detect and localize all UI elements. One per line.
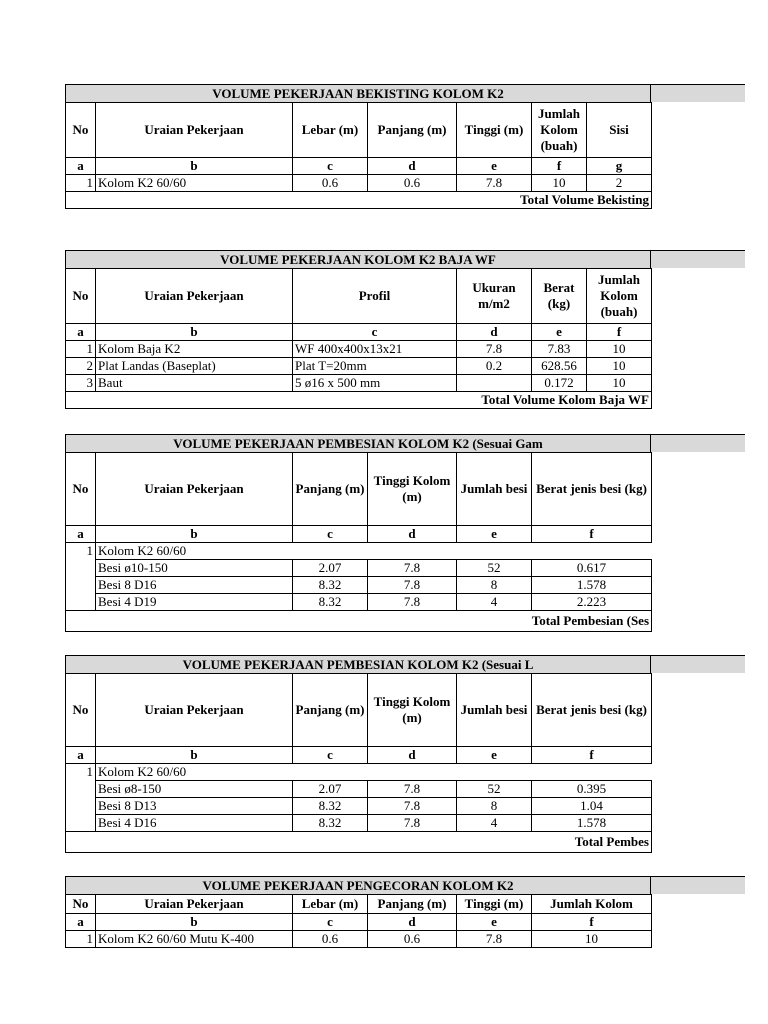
table-row [66, 931, 652, 948]
total-row [66, 832, 652, 853]
header-panjang: Panjang (m) [368, 103, 457, 158]
header-panjang: Panjang (m) [293, 453, 368, 526]
total-label: Total Volume Bekisting [66, 192, 652, 209]
letter-cell: d [368, 747, 457, 764]
cell-no: 1 [66, 764, 96, 832]
letter-cell: e [457, 158, 532, 175]
cell-no: 1 [66, 931, 96, 948]
cell-uraian: Kolom K2 60/60 Mutu K-400 [96, 931, 293, 948]
header-uraian: Uraian Pekerjaan [96, 895, 293, 914]
cell-jumlah: 10 [587, 358, 652, 375]
table-row [66, 815, 652, 832]
header-berat: Berat (kg) [532, 269, 587, 324]
section-title-bar [65, 250, 745, 268]
table-row [66, 175, 652, 192]
baja-wf-table [65, 268, 652, 409]
table-row [66, 560, 652, 577]
section-pembesian-gambar [65, 434, 745, 632]
cell-tinggi: 7.8 [368, 781, 457, 798]
header-no: No [66, 453, 96, 526]
cell-berat: 0.395 [532, 781, 652, 798]
header-lebar: Lebar (m) [293, 895, 368, 914]
cell-panjang: 2.07 [293, 781, 368, 798]
total-label: Total Volume Kolom Baja WF [66, 392, 652, 409]
header-row [66, 269, 652, 324]
header-no: No [66, 674, 96, 747]
total-row [66, 392, 652, 409]
total-row [66, 611, 652, 632]
cell-uraian: Baut [96, 375, 293, 392]
letter-cell: c [293, 158, 368, 175]
section-title-bar [65, 876, 745, 894]
header-tinggi-kolom: Tinggi Kolom (m) [368, 674, 457, 747]
letter-cell: f [532, 158, 587, 175]
section-title: VOLUME PEKERJAAN PENGECORAN KOLOM K2 [65, 877, 651, 894]
letter-cell: e [457, 914, 532, 931]
section-title-bar [65, 655, 745, 673]
total-label: Total Pembesian (Ses [66, 611, 652, 632]
letter-cell: b [96, 914, 293, 931]
header-uraian: Uraian Pekerjaan [96, 269, 293, 324]
letter-cell: f [532, 914, 652, 931]
group-row [66, 543, 652, 560]
total-row [66, 192, 652, 209]
cell-tinggi: 7.8 [368, 560, 457, 577]
letter-cell: a [66, 324, 96, 341]
letter-cell: d [457, 324, 532, 341]
cell-panjang: 8.32 [293, 577, 368, 594]
cell-berat: 2.223 [532, 594, 652, 611]
header-profil: Profil [293, 269, 457, 324]
letter-cell: c [293, 526, 368, 543]
total-label: Total Pembes [66, 832, 652, 853]
cell-lebar: 0.6 [293, 175, 368, 192]
cell-no: 1 [66, 175, 96, 192]
section-bekisting [65, 84, 745, 209]
cell-profil: 5 ø16 x 500 mm [293, 375, 457, 392]
section-pembesian-lapangan [65, 655, 745, 853]
cell-ukuran: 7.8 [457, 341, 532, 358]
cell-jumlah: 10 [587, 341, 652, 358]
table-row [66, 798, 652, 815]
cell-jumlah: 4 [457, 594, 532, 611]
cell-uraian: Besi ø10-150 [96, 560, 293, 577]
cell-panjang: 2.07 [293, 560, 368, 577]
letter-cell: g [587, 158, 652, 175]
header-uraian: Uraian Pekerjaan [96, 453, 293, 526]
table-row [66, 781, 652, 798]
cell-berat: 0.172 [532, 375, 587, 392]
header-uraian: Uraian Pekerjaan [96, 103, 293, 158]
cell-profil: WF 400x400x13x21 [293, 341, 457, 358]
letter-cell: e [457, 747, 532, 764]
header-panjang: Panjang (m) [368, 895, 457, 914]
letter-cell: f [532, 526, 652, 543]
cell-no: 2 [66, 358, 96, 375]
header-no: No [66, 895, 96, 914]
header-jumlah-kolom: Jumlah Kolom (buah) [587, 269, 652, 324]
cell-panjang: 0.6 [368, 931, 457, 948]
header-row [66, 895, 652, 914]
section-title-bar [65, 84, 745, 102]
cell-panjang: 8.32 [293, 798, 368, 815]
cell-no: 1 [66, 543, 96, 611]
header-sisi: Sisi [587, 103, 652, 158]
cell-uraian: Kolom Baja K2 [96, 341, 293, 358]
cell-uraian: Kolom K2 60/60 [96, 175, 293, 192]
cell-panjang: 0.6 [368, 175, 457, 192]
cell-uraian: Besi 8 D16 [96, 577, 293, 594]
cell-ukuran: 0.2 [457, 358, 532, 375]
cell-berat: 7.83 [532, 341, 587, 358]
letter-row [66, 747, 652, 764]
group-label: Kolom K2 60/60 [96, 543, 652, 560]
table-row [66, 577, 652, 594]
cell-jumlah: 8 [457, 798, 532, 815]
letter-cell: d [368, 526, 457, 543]
header-jumlah-besi: Jumlah besi [457, 674, 532, 747]
pembesian-lapangan-table [65, 673, 652, 853]
cell-uraian: Besi 8 D13 [96, 798, 293, 815]
cell-jumlah: 4 [457, 815, 532, 832]
cell-berat: 1.04 [532, 798, 652, 815]
letter-cell: c [293, 747, 368, 764]
cell-no: 1 [66, 341, 96, 358]
section-title: VOLUME PEKERJAAN PEMBESIAN KOLOM K2 (Sesuai L [65, 656, 651, 673]
letter-cell: a [66, 526, 96, 543]
header-panjang: Panjang (m) [293, 674, 368, 747]
group-row [66, 764, 652, 781]
letter-cell: a [66, 747, 96, 764]
letter-cell: c [293, 914, 368, 931]
cell-uraian: Besi 4 D16 [96, 815, 293, 832]
pembesian-gambar-table [65, 452, 652, 632]
header-row [66, 103, 652, 158]
letter-cell: a [66, 158, 96, 175]
header-berat-jenis: Berat jenis besi (kg) [532, 674, 652, 747]
cell-jumlah: 10 [532, 175, 587, 192]
letter-cell: b [96, 526, 293, 543]
cell-jumlah: 10 [587, 375, 652, 392]
cell-sisi: 2 [587, 175, 652, 192]
letter-cell: d [368, 158, 457, 175]
header-row [66, 453, 652, 526]
letter-row [66, 914, 652, 931]
cell-panjang: 8.32 [293, 815, 368, 832]
cell-tinggi: 7.8 [457, 931, 532, 948]
bekisting-table [65, 102, 652, 209]
cell-tinggi: 7.8 [368, 815, 457, 832]
header-uraian: Uraian Pekerjaan [96, 674, 293, 747]
header-jumlah-kolom: Jumlah Kolom (buah) [532, 103, 587, 158]
cell-no: 3 [66, 375, 96, 392]
cell-berat: 0.617 [532, 560, 652, 577]
letter-cell: b [96, 747, 293, 764]
header-row [66, 674, 652, 747]
section-title: VOLUME PEKERJAAN KOLOM K2 BAJA WF [65, 251, 651, 268]
table-row [66, 375, 652, 392]
cell-tinggi: 7.8 [368, 798, 457, 815]
section-title-bar [65, 434, 745, 452]
header-no: No [66, 103, 96, 158]
table-row [66, 358, 652, 375]
cell-uraian: Besi ø8-150 [96, 781, 293, 798]
header-jumlah-kolom: Jumlah Kolom [532, 895, 652, 914]
section-title: VOLUME PEKERJAAN BEKISTING KOLOM K2 [65, 85, 651, 102]
cell-ukuran [457, 375, 532, 392]
letter-row [66, 526, 652, 543]
section-baja-wf [65, 250, 745, 409]
section-title: VOLUME PEKERJAAN PEMBESIAN KOLOM K2 (Sesuai Gam [65, 435, 651, 452]
cell-berat: 1.578 [532, 815, 652, 832]
letter-row [66, 324, 652, 341]
cell-jumlah: 52 [457, 560, 532, 577]
header-jumlah-besi: Jumlah besi [457, 453, 532, 526]
header-tinggi: Tinggi (m) [457, 895, 532, 914]
header-tinggi-kolom: Tinggi Kolom (m) [368, 453, 457, 526]
cell-jumlah: 10 [532, 931, 652, 948]
letter-cell: f [532, 747, 652, 764]
letter-cell: e [532, 324, 587, 341]
cell-tinggi: 7.8 [368, 594, 457, 611]
letter-cell: c [293, 324, 457, 341]
letter-cell: e [457, 526, 532, 543]
cell-uraian: Besi 4 D19 [96, 594, 293, 611]
pengecoran-table [65, 894, 652, 948]
cell-jumlah: 8 [457, 577, 532, 594]
cell-lebar: 0.6 [293, 931, 368, 948]
header-lebar: Lebar (m) [293, 103, 368, 158]
letter-cell: f [587, 324, 652, 341]
cell-panjang: 8.32 [293, 594, 368, 611]
table-row [66, 594, 652, 611]
header-tinggi: Tinggi (m) [457, 103, 532, 158]
table-row [66, 341, 652, 358]
cell-uraian: Plat Landas (Baseplat) [96, 358, 293, 375]
section-pengecoran [65, 876, 745, 948]
cell-profil: Plat T=20mm [293, 358, 457, 375]
header-berat-jenis: Berat jenis besi (kg) [532, 453, 652, 526]
letter-cell: d [368, 914, 457, 931]
letter-cell: b [96, 324, 293, 341]
cell-tinggi: 7.8 [457, 175, 532, 192]
cell-berat: 628.56 [532, 358, 587, 375]
group-label: Kolom K2 60/60 [96, 764, 652, 781]
cell-jumlah: 52 [457, 781, 532, 798]
letter-cell: a [66, 914, 96, 931]
header-no: No [66, 269, 96, 324]
letter-cell: b [96, 158, 293, 175]
cell-berat: 1.578 [532, 577, 652, 594]
header-ukuran: Ukuran m/m2 [457, 269, 532, 324]
cell-tinggi: 7.8 [368, 577, 457, 594]
letter-row [66, 158, 652, 175]
